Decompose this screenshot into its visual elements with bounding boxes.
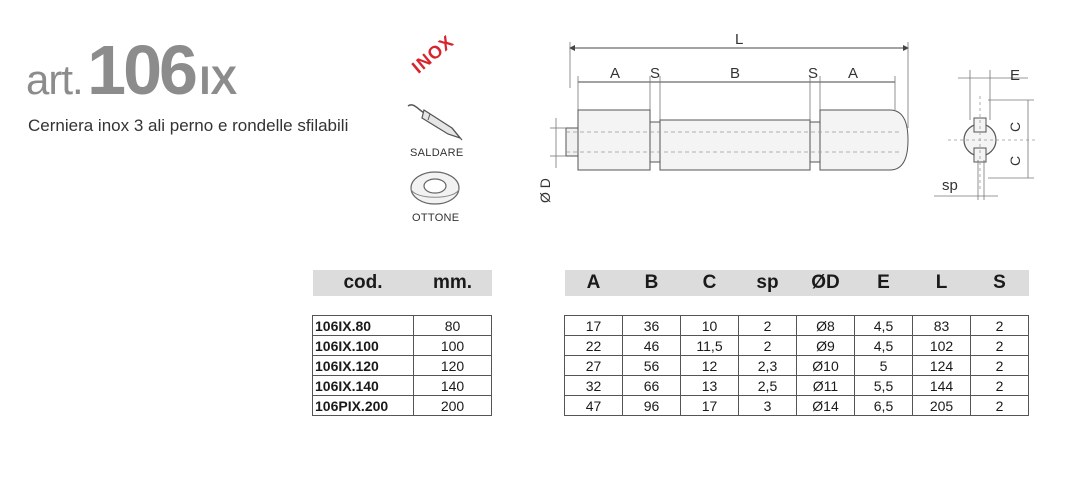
header-mm: mm. [414,270,492,296]
dim-E: E [1010,67,1021,84]
cell-mm: 80 [414,316,492,336]
table-row [565,336,1029,356]
cell-D: Ø14 [797,396,855,416]
cell-code: 106IX.120 [313,356,414,376]
cell-A: 32 [565,376,623,396]
product-title [26,30,237,110]
cell-C: 10 [681,316,739,336]
dim-S-right: S [808,65,819,82]
table-row [313,396,492,416]
cell-B: 36 [623,316,681,336]
inox-badge: INOX [408,31,458,78]
table-row [313,316,492,336]
cell-S: 2 [971,396,1029,416]
table-row [313,356,492,376]
title-art: art. [26,56,83,103]
cell-C: 11,5 [681,336,739,356]
cell-A: 22 [565,336,623,356]
header-E: E [855,270,913,296]
code-table [312,270,492,416]
dim-A-left: A [610,65,621,82]
cell-S: 2 [971,336,1029,356]
header-B: B [623,270,681,296]
cell-code: 106IX.100 [313,336,414,356]
cell-D: Ø10 [797,356,855,376]
cell-mm: 120 [414,356,492,376]
cell-code: 106IX.140 [313,376,414,396]
table-row [313,376,492,396]
table-row [565,356,1029,376]
washer-label: OTTONE [412,212,460,224]
cell-D: Ø9 [797,336,855,356]
cell-D: Ø11 [797,376,855,396]
cell-D: Ø8 [797,316,855,336]
table-row [565,376,1029,396]
dim-D: Ø D [537,178,553,203]
cell-L: 144 [913,376,971,396]
cell-B: 56 [623,356,681,376]
hinge-end-drawing [928,60,1048,210]
header-S: S [971,270,1029,296]
cell-sp: 2,5 [739,376,797,396]
cell-L: 205 [913,396,971,416]
header-L: L [913,270,971,296]
header-C: C [681,270,739,296]
dim-S-left: S [650,65,661,82]
cell-S: 2 [971,356,1029,376]
dim-sp: sp [942,177,958,194]
cell-B: 46 [623,336,681,356]
cell-A: 47 [565,396,623,416]
cell-B: 96 [623,396,681,416]
dim-C-top: C [1007,121,1023,132]
cell-mm: 140 [414,376,492,396]
cell-C: 13 [681,376,739,396]
header-D: ØD [797,270,855,296]
dim-C-bottom: C [1007,155,1023,166]
cell-C: 12 [681,356,739,376]
washer-icon [408,168,462,208]
table-row [313,336,492,356]
cell-A: 27 [565,356,623,376]
cell-S: 2 [971,316,1029,336]
dim-L: L [735,31,744,48]
title-suffix: IX [199,59,238,103]
cell-L: 102 [913,336,971,356]
cell-sp: 2,3 [739,356,797,376]
hinge-side-drawing [530,28,920,228]
table-row [565,316,1029,336]
cell-code: 106PIX.200 [313,396,414,416]
cell-sp: 3 [739,396,797,416]
cell-B: 66 [623,376,681,396]
cell-E: 4,5 [855,336,913,356]
cell-S: 2 [971,376,1029,396]
header-code: cod. [313,270,414,296]
cell-mm: 200 [414,396,492,416]
cell-L: 124 [913,356,971,376]
header-sp: sp [739,270,797,296]
cell-code: 106IX.80 [313,316,414,336]
cell-L: 83 [913,316,971,336]
header-A: A [565,270,623,296]
cell-C: 17 [681,396,739,416]
cell-sp: 2 [739,336,797,356]
title-number: 106 [87,31,195,109]
table-row [565,396,1029,416]
cell-E: 6,5 [855,396,913,416]
dim-A-right: A [848,65,859,82]
cell-E: 5 [855,356,913,376]
cell-E: 5,5 [855,376,913,396]
welding-torch-icon [400,100,470,144]
cell-mm: 100 [414,336,492,356]
weld-label: SALDARE [410,147,464,159]
cell-E: 4,5 [855,316,913,336]
cell-sp: 2 [739,316,797,336]
product-subtitle: Cerniera inox 3 ali perno e rondelle sfilabili [28,116,349,135]
cell-A: 17 [565,316,623,336]
dim-B: B [730,65,741,82]
dimension-table [564,270,1029,416]
